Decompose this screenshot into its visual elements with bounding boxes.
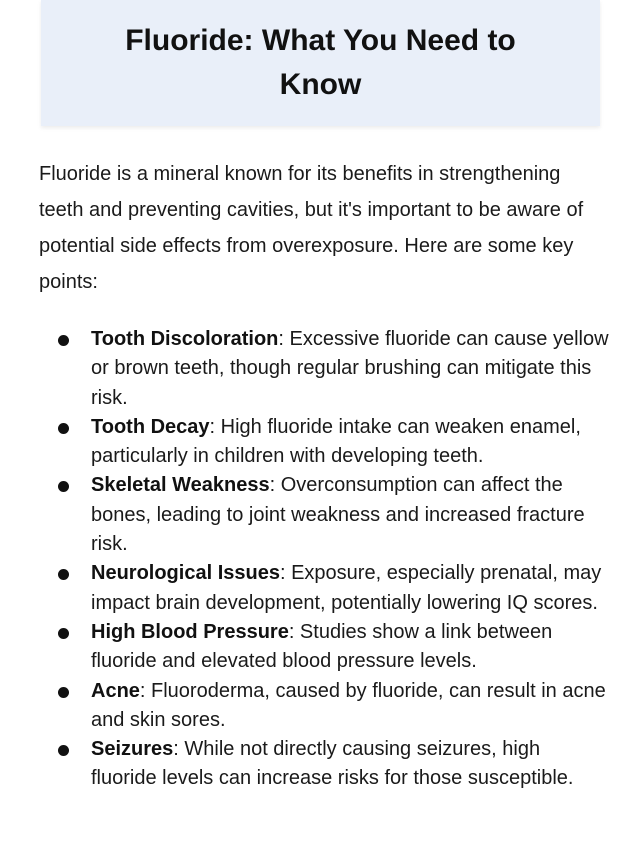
bullet-dot-icon [58,423,69,434]
point-term: Tooth Decay [91,415,210,438]
point-term: Acne [91,679,140,702]
bullet-dot-icon [58,481,69,492]
list-item [0,677,640,736]
point-description: : Excessive fluoride can cause yellow or brown teeth, though regular brushing can mitigate this risk. [91,328,609,409]
bullet-dot-icon [58,687,69,698]
list-item [0,559,640,618]
point-description: : Studies show a link between fluoride and elevated blood pressure levels. [91,620,553,673]
bullet-dot-icon [58,628,69,639]
point-description: : High fluoride intake can weaken enamel, particularly in children with developing teeth. [91,415,581,468]
list-item [0,413,640,472]
point-description: : Fluoroderma, caused by fluoride, can result in acne and skin sores. [91,679,606,731]
intro-paragraph: Fluoride is a mineral known for its benefits in strengthening teeth and preventing cavities, but it's important to be aware of potential side effects from overexposure. Here are some key points: [39,163,584,293]
title-banner [41,0,600,126]
list-item [0,325,640,413]
page-title: Fluoride: What You Need to Know [125,24,516,101]
point-term: High Blood Pressure [91,620,289,643]
bullet-dot-icon [58,745,69,756]
point-description: : While not directly causing seizures, high fluoride levels can increase risks for those susceptible. [91,738,574,790]
key-points-list [0,325,640,794]
point-description: : Overconsumption can affect the bones, leading to joint weakness and increased fracture risk. [91,474,585,556]
list-item [0,471,640,559]
point-term: Neurological Issues [91,562,280,585]
bullet-dot-icon [58,335,69,346]
bullet-dot-icon [58,569,69,580]
list-item [0,618,640,677]
point-description: : Exposure, especially prenatal, may impact brain development, potentially lowering IQ scores. [91,562,602,614]
point-term: Tooth Discoloration [91,328,279,350]
point-term: Seizures [91,738,174,761]
point-term: Skeletal Weakness [91,474,270,497]
list-item [0,735,640,794]
